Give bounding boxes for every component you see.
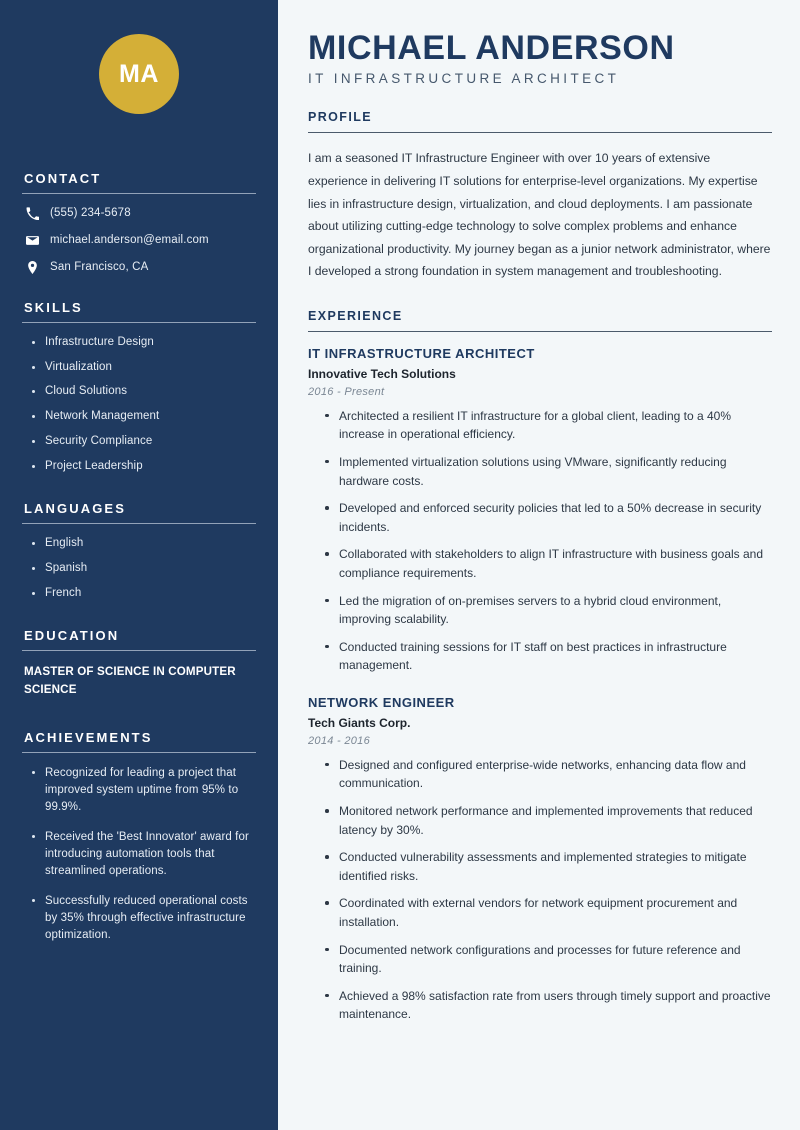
achievements-list xyxy=(22,765,256,943)
main-content xyxy=(278,0,800,1130)
contact-item-email[interactable] xyxy=(22,233,256,247)
contact-phone-value: (555) 234-5678 xyxy=(50,207,131,219)
job-company: Innovative Tech Solutions xyxy=(308,366,456,381)
languages-heading: LANGUAGES xyxy=(24,501,126,517)
list-item: Collaborated with stakeholders to align IT infrastructure with business goals and compliance requirements. xyxy=(324,545,772,582)
job-title: NETWORK ENGINEER xyxy=(308,694,455,710)
contact-item-phone[interactable] xyxy=(22,206,256,220)
experience-section xyxy=(308,309,772,1024)
skills-divider xyxy=(22,322,256,323)
list-item: Conducted vulnerability assessments and implemented strategies to mitigate identified risks. xyxy=(324,848,772,885)
contact-divider xyxy=(22,193,256,194)
achievements-heading: ACHIEVEMENTS xyxy=(24,730,153,746)
list-item: Developed and enforced security policies that led to a 50% decrease in security incidents. xyxy=(324,499,772,536)
location-pin-icon xyxy=(25,260,39,274)
education-heading: EDUCATION xyxy=(24,628,120,644)
list-item: Achieved a 98% satisfaction rate from users through timely support and proactive maintenance. xyxy=(324,987,772,1024)
list-item: Virtualization xyxy=(32,360,256,375)
contact-item-location[interactable] xyxy=(22,260,256,274)
experience-divider xyxy=(308,331,772,332)
list-item: Designed and configured enterprise-wide networks, enhancing data flow and communication. xyxy=(324,756,772,793)
job-company: Tech Giants Corp. xyxy=(308,715,411,730)
skills-list xyxy=(22,335,256,473)
list-item: Cloud Solutions xyxy=(32,384,256,399)
skills-heading: SKILLS xyxy=(24,300,83,315)
skills-section xyxy=(22,300,256,473)
experience-heading: EXPERIENCE xyxy=(308,308,403,323)
languages-list xyxy=(22,536,256,600)
list-item: English xyxy=(32,536,256,551)
list-item: Successfully reduced operational costs by 35% through effective infrastructure optimization. xyxy=(32,893,256,943)
list-item: Project Leadership xyxy=(32,459,256,474)
contact-email-value: michael.anderson@email.com xyxy=(50,234,209,246)
list-item: Architected a resilient IT infrastructure for a global client, leading to a 40% increase in operational efficiency. xyxy=(324,407,772,444)
profile-section xyxy=(308,110,772,282)
page-title: MICHAEL ANDERSON xyxy=(308,29,675,67)
job-title: IT INFRASTRUCTURE ARCHITECT xyxy=(308,345,535,361)
education-degree: MASTER OF SCIENCE IN COMPUTER SCIENCE xyxy=(24,665,236,696)
languages-divider xyxy=(22,523,256,524)
job-bullets xyxy=(308,756,772,1024)
experience-entry xyxy=(308,695,772,1024)
envelope-icon xyxy=(25,233,39,247)
avatar-container xyxy=(22,0,256,114)
list-item: Monitored network performance and implemented improvements that reduced latency by 30%. xyxy=(324,802,772,839)
profile-divider xyxy=(308,132,772,133)
list-item: Spanish xyxy=(32,561,256,576)
education-divider xyxy=(22,650,256,651)
achievements-section xyxy=(22,730,256,943)
profile-text: I am a seasoned IT Infrastructure Engineer with over 10 years of extensive experience in delivering IT solutions for enterprise-level organizations. My expertise lies in infrastructure design, virtualization, and cloud deployments. I am passionate about utilizing cutting-edge technology to solve complex problems and enhance organizational productivity. My journey began as a junior network administrator, where I developed a strong foundation in system management and troubleshooting. xyxy=(308,151,771,279)
list-item: Coordinated with external vendors for network equipment procurement and installation. xyxy=(324,894,772,931)
job-bullets xyxy=(308,407,772,675)
contact-heading: CONTACT xyxy=(24,171,102,186)
list-item: French xyxy=(32,586,256,601)
avatar: MA xyxy=(99,34,179,114)
list-item: Network Management xyxy=(32,409,256,424)
list-item: Documented network configurations and processes for future reference and training. xyxy=(324,941,772,978)
profile-heading: PROFILE xyxy=(308,110,372,125)
contact-location-value: San Francisco, CA xyxy=(50,261,149,273)
phone-icon xyxy=(25,206,39,220)
education-section xyxy=(22,628,256,698)
languages-section xyxy=(22,501,256,600)
list-item: Infrastructure Design xyxy=(32,335,256,350)
job-dates: 2014 - 2016 xyxy=(308,734,371,747)
list-item: Conducted training sessions for IT staff on best practices in infrastructure management. xyxy=(324,638,772,675)
experience-entry xyxy=(308,346,772,675)
achievements-divider xyxy=(22,752,256,753)
contact-section xyxy=(22,171,256,274)
list-item: Security Compliance xyxy=(32,434,256,449)
list-item: Implemented virtualization solutions using VMware, significantly reducing hardware costs. xyxy=(324,453,772,490)
list-item: Led the migration of on-premises servers to a hybrid cloud environment, improving scalability. xyxy=(324,592,772,629)
sidebar xyxy=(0,0,278,1130)
job-dates: 2016 - Present xyxy=(308,385,385,398)
list-item: Received the 'Best Innovator' award for introducing automation tools that streamlined operations. xyxy=(32,829,256,879)
list-item: Recognized for leading a project that improved system uptime from 95% to 99.9%. xyxy=(32,765,256,815)
job-subtitle: IT INFRASTRUCTURE ARCHITECT xyxy=(308,71,620,87)
